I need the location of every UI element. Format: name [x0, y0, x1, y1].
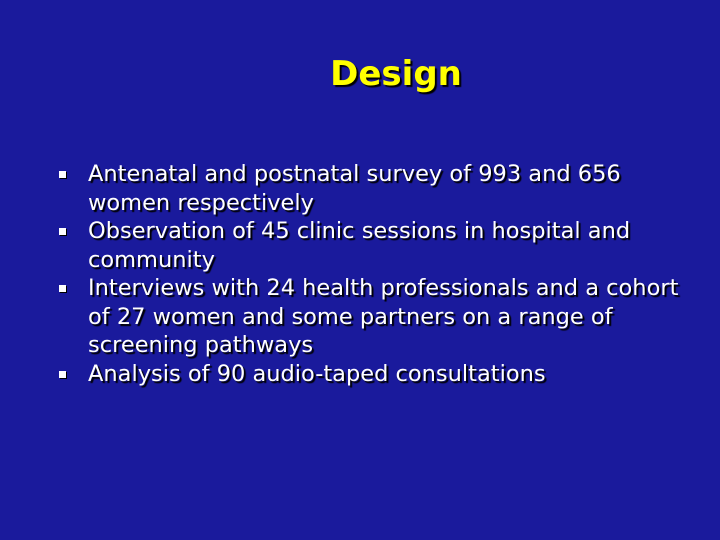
bullet-text: Observation of 45 clinic sessions in hospital and community: [88, 218, 631, 273]
bullet-item: [50, 360, 690, 389]
bullet-list: [50, 160, 690, 388]
bullet-text: Interviews with 24 health professionals and a cohort of 27 women and some partners on a range of screening pathways: [88, 275, 679, 358]
bullet-item: [50, 274, 690, 360]
square-bullet-icon: [59, 228, 66, 235]
bullet-text: Analysis of 90 audio-taped consultations: [88, 360, 546, 387]
bullet-text: Antenatal and postnatal survey of 993 and 656 women respectively: [88, 161, 621, 216]
bullet-item: [50, 160, 690, 217]
slide-title: Design: [330, 54, 462, 94]
square-bullet-icon: [59, 371, 66, 378]
bullet-item: [50, 217, 690, 274]
square-bullet-icon: [59, 171, 66, 178]
square-bullet-icon: [59, 285, 66, 292]
